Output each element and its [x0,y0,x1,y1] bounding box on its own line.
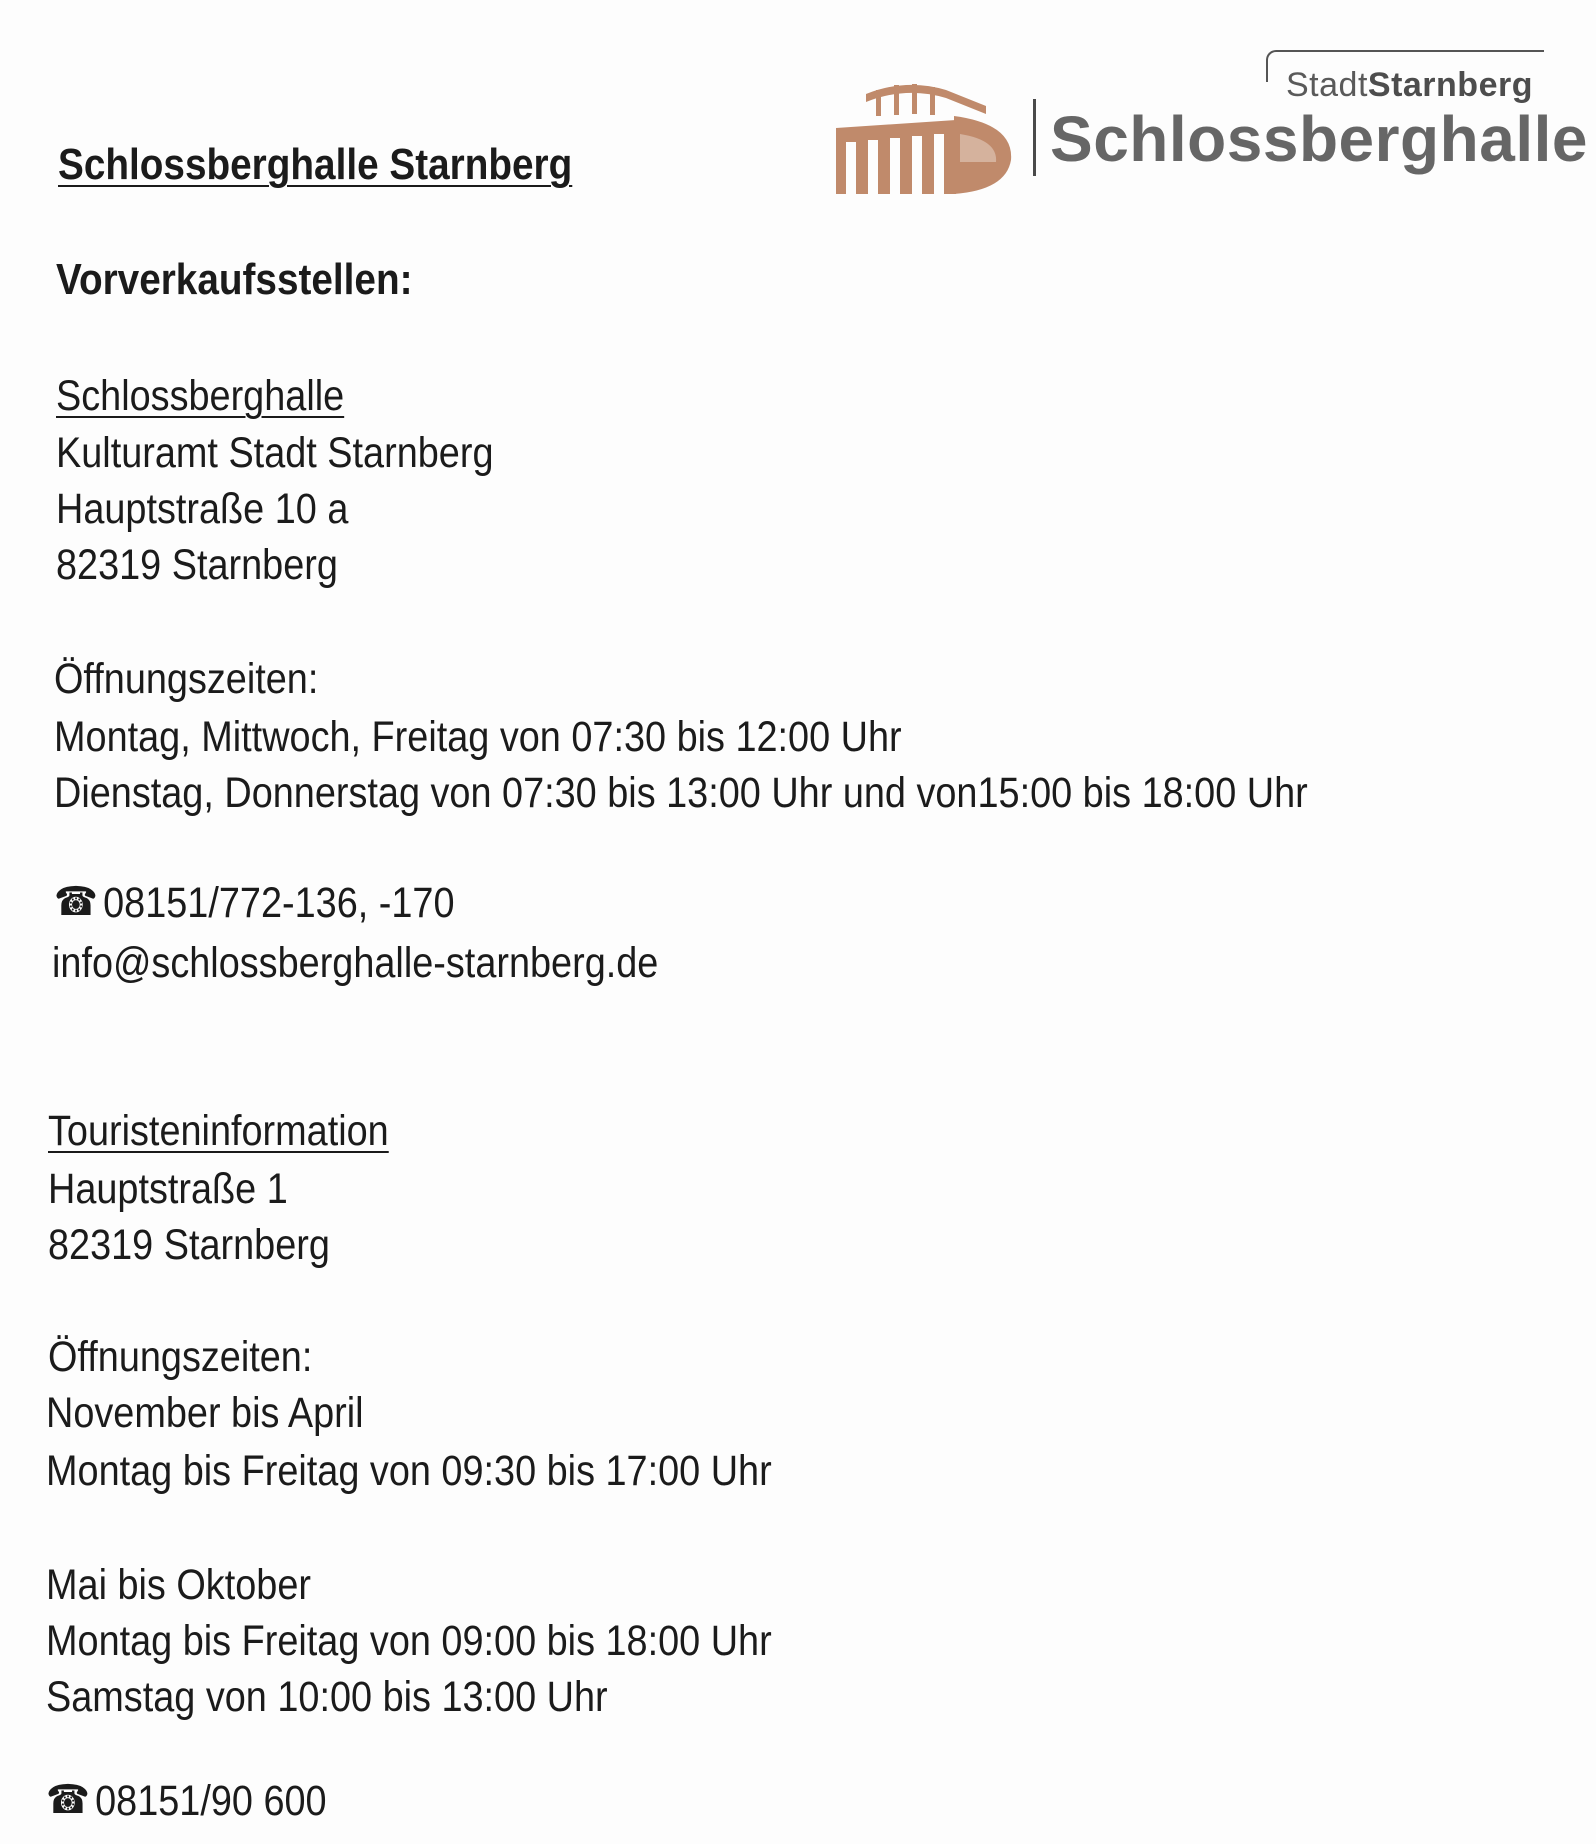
venue2-address-line: 82319 Starnberg [48,1221,330,1269]
venue1-phone: 08151/772-136, -170 [103,879,455,927]
venue2-season-label: November bis April [46,1389,364,1437]
venue1-hours-line: Montag, Mittwoch, Freitag von 07:30 bis 12:00 Uhr [54,713,902,761]
venue2-hours-label: Öffnungszeiten: [48,1333,313,1381]
venue2-season-label: Mai bis Oktober [46,1561,311,1609]
venue2-hours-line: Samstag von 10:00 bis 13:00 Uhr [46,1673,608,1721]
venue2-name: Touristeninformation [48,1107,389,1155]
venue1-address-line: Hauptstraße 10 a [56,485,349,533]
venue2-hours-line: Montag bis Freitag von 09:00 bis 18:00 Uhr [46,1617,772,1665]
telephone-icon: ☎ [46,1778,90,1822]
venue1-hours-label: Öffnungszeiten: [54,655,319,703]
logo-divider [1033,99,1036,176]
venue2-hours-line: Montag bis Freitag von 09:30 bis 17:00 Uhr [46,1447,772,1495]
venue1-hours-line: Dienstag, Donnerstag von 07:30 bis 13:00 Uhr und von15:00 bis 18:00 Uhr [54,769,1308,817]
telephone-icon: ☎ [54,880,98,924]
venue2-phone: 08151/90 600 [95,1777,327,1825]
venue2-phone-row [46,1777,327,1825]
venue1-address-line: 82319 Starnberg [56,541,338,589]
building-logo-icon [836,76,1016,194]
section-heading: Vorverkaufsstellen: [56,255,413,304]
venue1-name: Schlossberghalle [56,372,345,420]
venue1-address-line: Kulturamt Stadt Starnberg [56,429,494,477]
venue1-phone-row [54,879,455,927]
venue1-email: info@schlossberghalle-starnberg.de [52,939,659,987]
page-title: Schlossberghalle Starnberg [58,140,573,189]
logo-venue-name: Schlossberghalle [1050,103,1588,175]
schlossberghalle-logo [836,46,1588,196]
venue2-address-line: Hauptstraße 1 [48,1165,288,1213]
logo-city-name: StadtStarnberg [1286,66,1533,104]
